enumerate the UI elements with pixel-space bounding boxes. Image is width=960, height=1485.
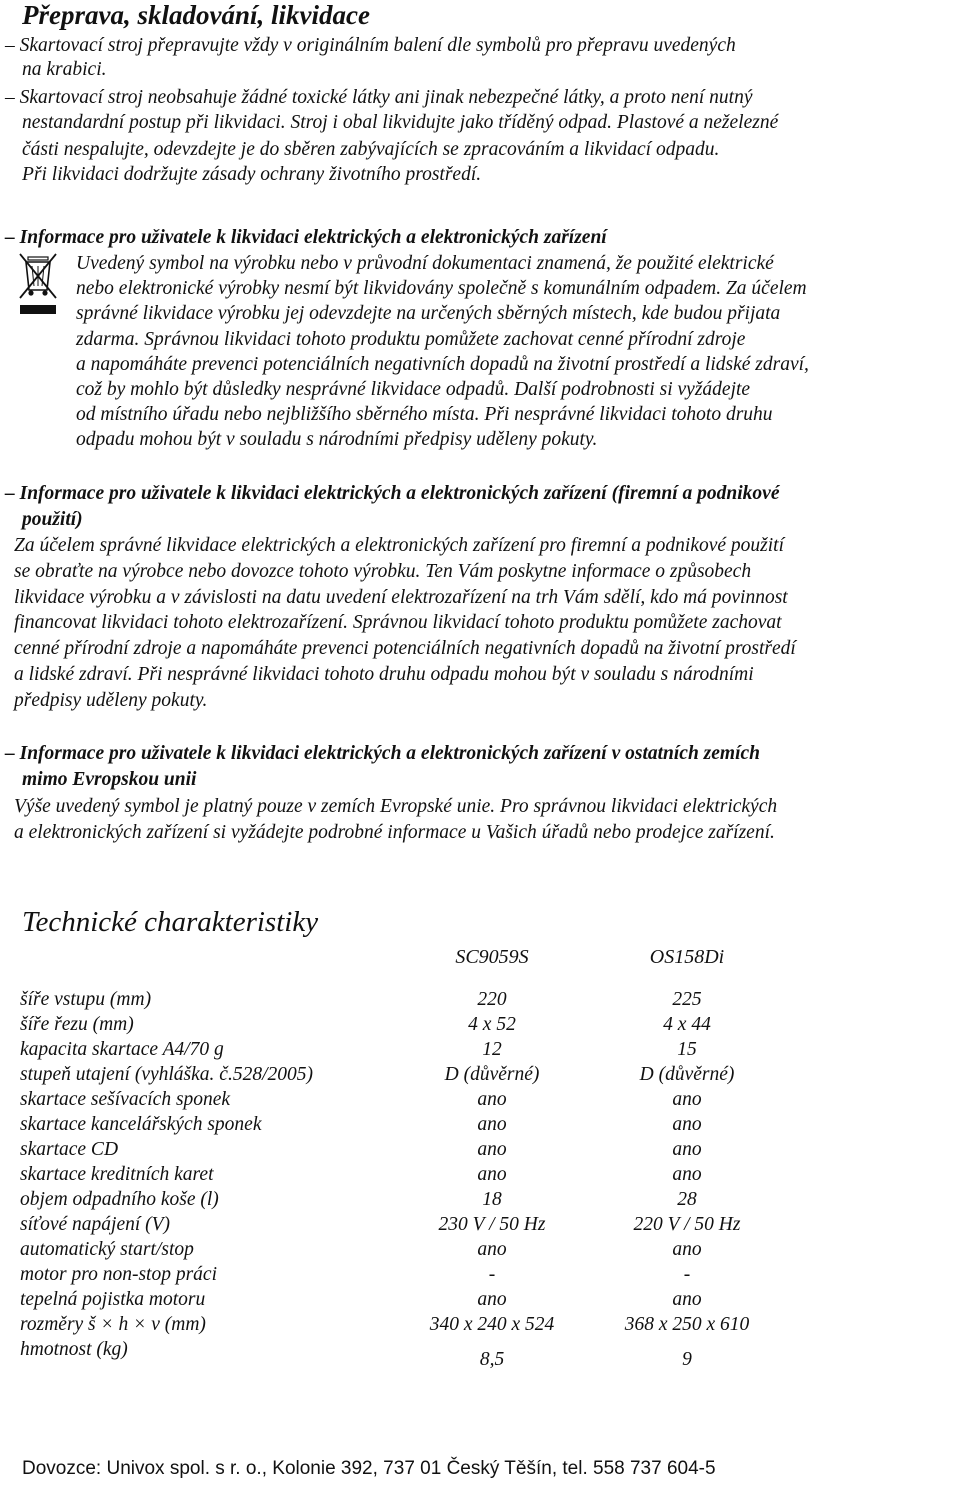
- weee-line: zdarma. Správnou likvidaci tohoto produktu pomůžete zachovat cenné přírodní zdroje: [76, 329, 746, 350]
- spec-value-sc9059s: 220: [477, 989, 507, 1010]
- spec-label: skartace CD: [20, 1139, 119, 1160]
- transport-line: části nespalujte, odevzdejte je do sběren zabývajících se zpracováním a likvidací odpadu.: [22, 139, 720, 160]
- business-line: se obraťte na výrobce nebo dovozce tohoto výrobku. Ten Vám poskytne informace o způsobech: [14, 561, 752, 582]
- spec-value-sc9059s: 12: [482, 1039, 502, 1060]
- spec-value-os158di: ano: [672, 1289, 702, 1310]
- spec-label: tepelná pojistka motoru: [20, 1289, 206, 1310]
- spec-label: skartace kreditních karet: [20, 1164, 214, 1185]
- spec-value-os158di: 9: [682, 1349, 692, 1370]
- transport-line: – Skartovací stroj neobsahuje žádné toxické látky ani jinak nebezpečné látky, a proto není nutný: [5, 87, 753, 108]
- spec-value-os158di: D (důvěrné): [639, 1064, 735, 1085]
- spec-value-sc9059s: 18: [482, 1189, 502, 1210]
- crossed-out-wheelie-bin-icon: [16, 252, 60, 318]
- business-line: předpisy uděleny pokuty.: [14, 690, 208, 711]
- weee-line: od místního úřadu nebo nejbližšího sběrného místa. Při nesprávné likvidaci tohoto druhu: [76, 404, 773, 425]
- weee-line: nebo elektronické výrobky nesmí být likvidovány společně s komunálním odpadem. Za účelem: [76, 278, 807, 299]
- spec-label: stupeň utajení (vyhláška. č.528/2005): [20, 1064, 313, 1085]
- spec-value-sc9059s: ano: [477, 1289, 507, 1310]
- other-line: Výše uvedený symbol je platný pouze v zemích Evropské unie. Pro správnou likvidaci elektrických: [14, 796, 778, 817]
- spec-label: šíře řezu (mm): [20, 1014, 134, 1035]
- spec-value-sc9059s: ano: [477, 1139, 507, 1160]
- spec-value-sc9059s: ano: [477, 1164, 507, 1185]
- spec-label: rozměry š × h × v (mm): [20, 1314, 206, 1335]
- business-line: a lidské zdraví. Při nesprávné likvidaci tohoto druhu odpadu mohou být v souladu s národními: [14, 664, 754, 685]
- spec-value-os158di: ano: [672, 1089, 702, 1110]
- spec-label: síťové napájení (V): [20, 1214, 171, 1235]
- weee-line: správné likvidace výrobku jej odevzdejte na určených sběrných místech, kde budou přijata: [76, 303, 781, 324]
- model-header-os158di: OS158Di: [649, 946, 725, 968]
- business-line: cenné přírodní zdroje a napomáháte prevenci potenciálních negativních dopadů na životní prostředí: [14, 638, 796, 659]
- spec-value-sc9059s: 4 x 52: [468, 1014, 516, 1035]
- model-header-sc9059s: SC9059S: [455, 946, 529, 968]
- spec-value-os158di: ano: [672, 1139, 702, 1160]
- spec-label: automatický start/stop: [20, 1239, 194, 1260]
- spec-value-os158di: 220 V / 50 Hz: [633, 1214, 741, 1235]
- transport-line: Při likvidaci dodržujte zásady ochrany životního prostředí.: [22, 164, 482, 185]
- weee-line: odpadu mohou být v souladu s národními předpisy uděleny pokuty.: [76, 429, 598, 450]
- business-line: likvidace výrobku a v závislosti na datu uvedení elektrozařízení na trh Vám sdělí, kdo má povinnost: [14, 587, 788, 608]
- spec-value-sc9059s: -: [488, 1264, 496, 1285]
- spec-label: šíře vstupu (mm): [20, 989, 152, 1010]
- spec-value-sc9059s: ano: [477, 1114, 507, 1135]
- spec-value-os158di: 4 x 44: [663, 1014, 711, 1035]
- business-heading: – Informace pro uživatele k likvidaci elektrických a elektronických zařízení (firemní a podnikové: [5, 483, 780, 504]
- transport-line: nestandardní postup při likvidaci. Stroj i obal likvidujte jako tříděný odpad. Plastové a neželezné: [22, 112, 779, 133]
- spec-value-os158di: ano: [672, 1114, 702, 1135]
- other-heading: – Informace pro uživatele k likvidaci elektrických a elektronických zařízení v ostatních zemích: [5, 743, 761, 764]
- spec-label: hmotnost (kg): [20, 1339, 128, 1360]
- transport-line: – Skartovací stroj přepravujte vždy v originálním balení dle symbolů pro přepravu uvedených: [5, 35, 736, 56]
- weee-line: Uvedený symbol na výrobku nebo v průvodní dokumentaci znamená, že použité elektrické: [76, 253, 774, 274]
- importer-footer: Dovozce: Univox spol. s r. o., Kolonie 392, 737 01 Český Těšín, tel. 558 737 604-5: [22, 1458, 716, 1479]
- weee-heading: – Informace pro uživatele k likvidaci elektrických a elektronických zařízení: [5, 227, 607, 248]
- spec-label: skartace kancelářských sponek: [20, 1114, 262, 1135]
- tech-title: Technické charakteristiky: [22, 906, 319, 938]
- spec-value-sc9059s: ano: [477, 1239, 507, 1260]
- spec-label: objem odpadního koše (l): [20, 1189, 219, 1210]
- business-heading: použití): [22, 509, 83, 530]
- spec-label: kapacita skartace A4/70 g: [20, 1039, 224, 1060]
- spec-value-sc9059s: 8,5: [479, 1349, 505, 1370]
- transport-line: na krabici.: [22, 59, 107, 80]
- spec-label: motor pro non-stop práci: [20, 1264, 217, 1285]
- spec-value-sc9059s: 230 V / 50 Hz: [438, 1214, 546, 1235]
- other-heading: mimo Evropskou unii: [22, 769, 197, 790]
- spec-value-os158di: 368 x 250 x 610: [624, 1314, 750, 1335]
- spec-value-os158di: 225: [672, 989, 702, 1010]
- spec-value-sc9059s: 340 x 240 x 524: [429, 1314, 555, 1335]
- business-line: financovat likvidaci tohoto elektrozařízení. Správnou likvidací tohoto produktu pomůžete zachovat: [14, 612, 782, 633]
- spec-value-os158di: 15: [677, 1039, 697, 1060]
- business-line: Za účelem správné likvidace elektrických a elektronických zařízení pro firemní a podnikové použití: [14, 535, 785, 556]
- other-line: a elektronických zařízení si vyžádejte podrobné informace u Vašich úřadů nebo prodejce zařízení.: [14, 822, 775, 843]
- spec-label: skartace sešívacích sponek: [20, 1089, 231, 1110]
- spec-value-os158di: -: [683, 1264, 691, 1285]
- spec-value-os158di: ano: [672, 1164, 702, 1185]
- weee-line: což by mohlo být důsledky nesprávné likvidace odpadů. Další podrobnosti si vyžádejte: [76, 379, 751, 400]
- page-title: Přeprava, skladování, likvidace: [22, 0, 370, 30]
- spec-value-os158di: 28: [677, 1189, 697, 1210]
- spec-value-os158di: ano: [672, 1239, 702, 1260]
- spec-value-sc9059s: ano: [477, 1089, 507, 1110]
- spec-value-sc9059s: D (důvěrné): [444, 1064, 540, 1085]
- weee-line: a napomáháte prevenci potenciálních negativních dopadů na životní prostředí a lidské zdraví,: [76, 354, 809, 375]
